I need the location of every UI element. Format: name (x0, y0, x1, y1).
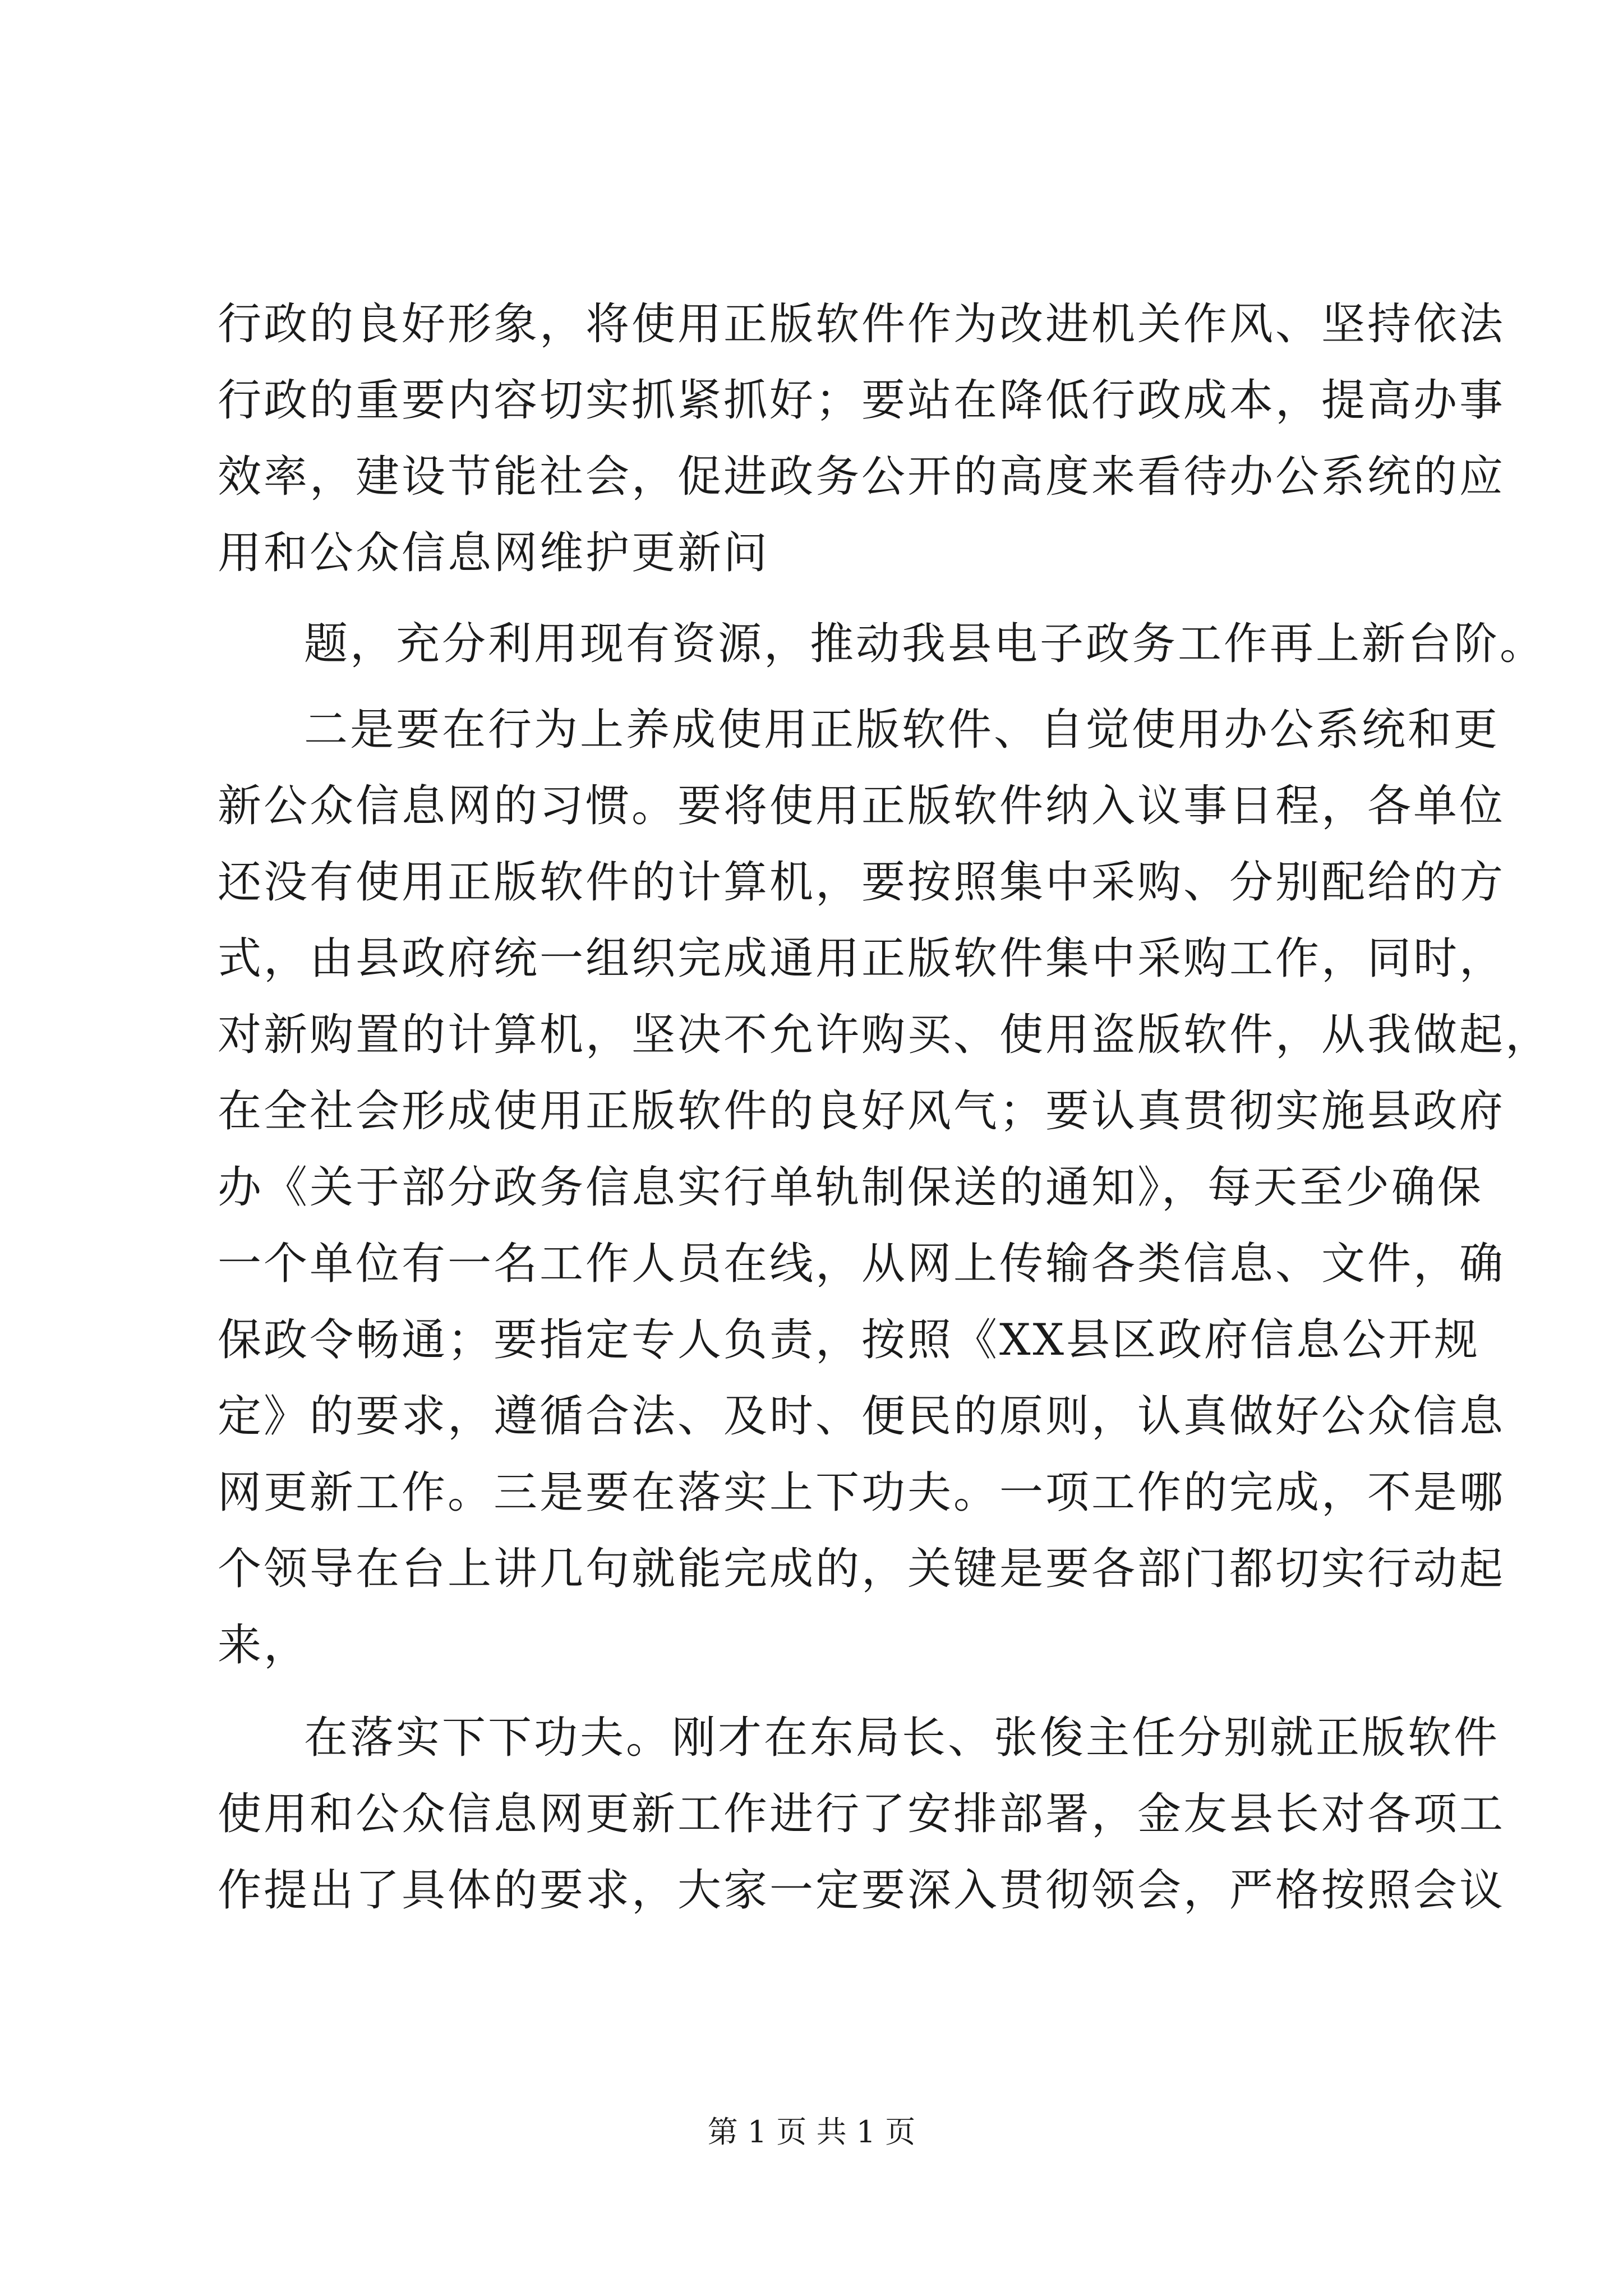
text-line: 行政的重要内容切实抓紧抓好；要站在降低行政成本，提高办事 (218, 375, 1506, 426)
text-line: 式，由县政府统一组织完成通用正版软件集中采购工作，同时， (218, 933, 1506, 984)
text-line: 来， (218, 1620, 310, 1671)
text-line: 效率，建设节能社会，促进政务公开的高度来看待办公系统的应 (218, 452, 1506, 502)
text-line: 用和公众信息网维护更新问 (218, 528, 770, 578)
text-line: 一个单位有一名工作人员在线，从网上传输各类信息、文件，确 (218, 1239, 1506, 1289)
text-line: 对新购置的计算机，坚决不允许购买、使用盗版软件，从我做起， (218, 1010, 1552, 1060)
text-line: 保政令畅通；要指定专人负责，按照《XX县区政府信息公开规 (218, 1315, 1481, 1365)
text-line: 在全社会形成使用正版软件的良好风气；要认真贯彻实施县政府 (218, 1086, 1506, 1137)
text-line: 在落实下下功夫。刚才在东局长、张俊主任分别就正版软件 (304, 1713, 1500, 1763)
text-line: 新公众信息网的习惯。要将使用正版软件纳入议事日程，各单位 (218, 781, 1506, 831)
text-line: 题，充分利用现有资源，推动我县电子政务工作再上新台阶。 (304, 619, 1546, 669)
text-line: 二是要在行为上养成使用正版软件、自觉使用办公系统和更 (304, 705, 1500, 755)
text-line: 使用和公众信息网更新工作进行了安排部署，金友县长对各项工 (218, 1789, 1506, 1839)
text-line: 办《关于部分政务信息实行单轨制保送的通知》，每天至少确保 (218, 1162, 1484, 1213)
page-number-footer: 第 1 页 共 1 页 (707, 2114, 916, 2150)
text-line: 个领导在台上讲几句就能完成的，关键是要各部门都切实行动起 (218, 1544, 1506, 1594)
text-line: 网更新工作。三是要在落实上下功夫。一项工作的完成，不是哪 (218, 1467, 1506, 1518)
text-line: 作提出了具体的要求，大家一定要深入贯彻领会，严格按照会议 (218, 1865, 1506, 1916)
text-line: 还没有使用正版软件的计算机，要按照集中采购、分别配给的方 (218, 857, 1506, 908)
text-line: 定》的要求，遵循合法、及时、便民的原则，认真做好公众信息 (218, 1391, 1506, 1442)
text-line: 行政的良好形象，将使用正版软件作为改进机关作风、坚持依法 (218, 299, 1506, 349)
